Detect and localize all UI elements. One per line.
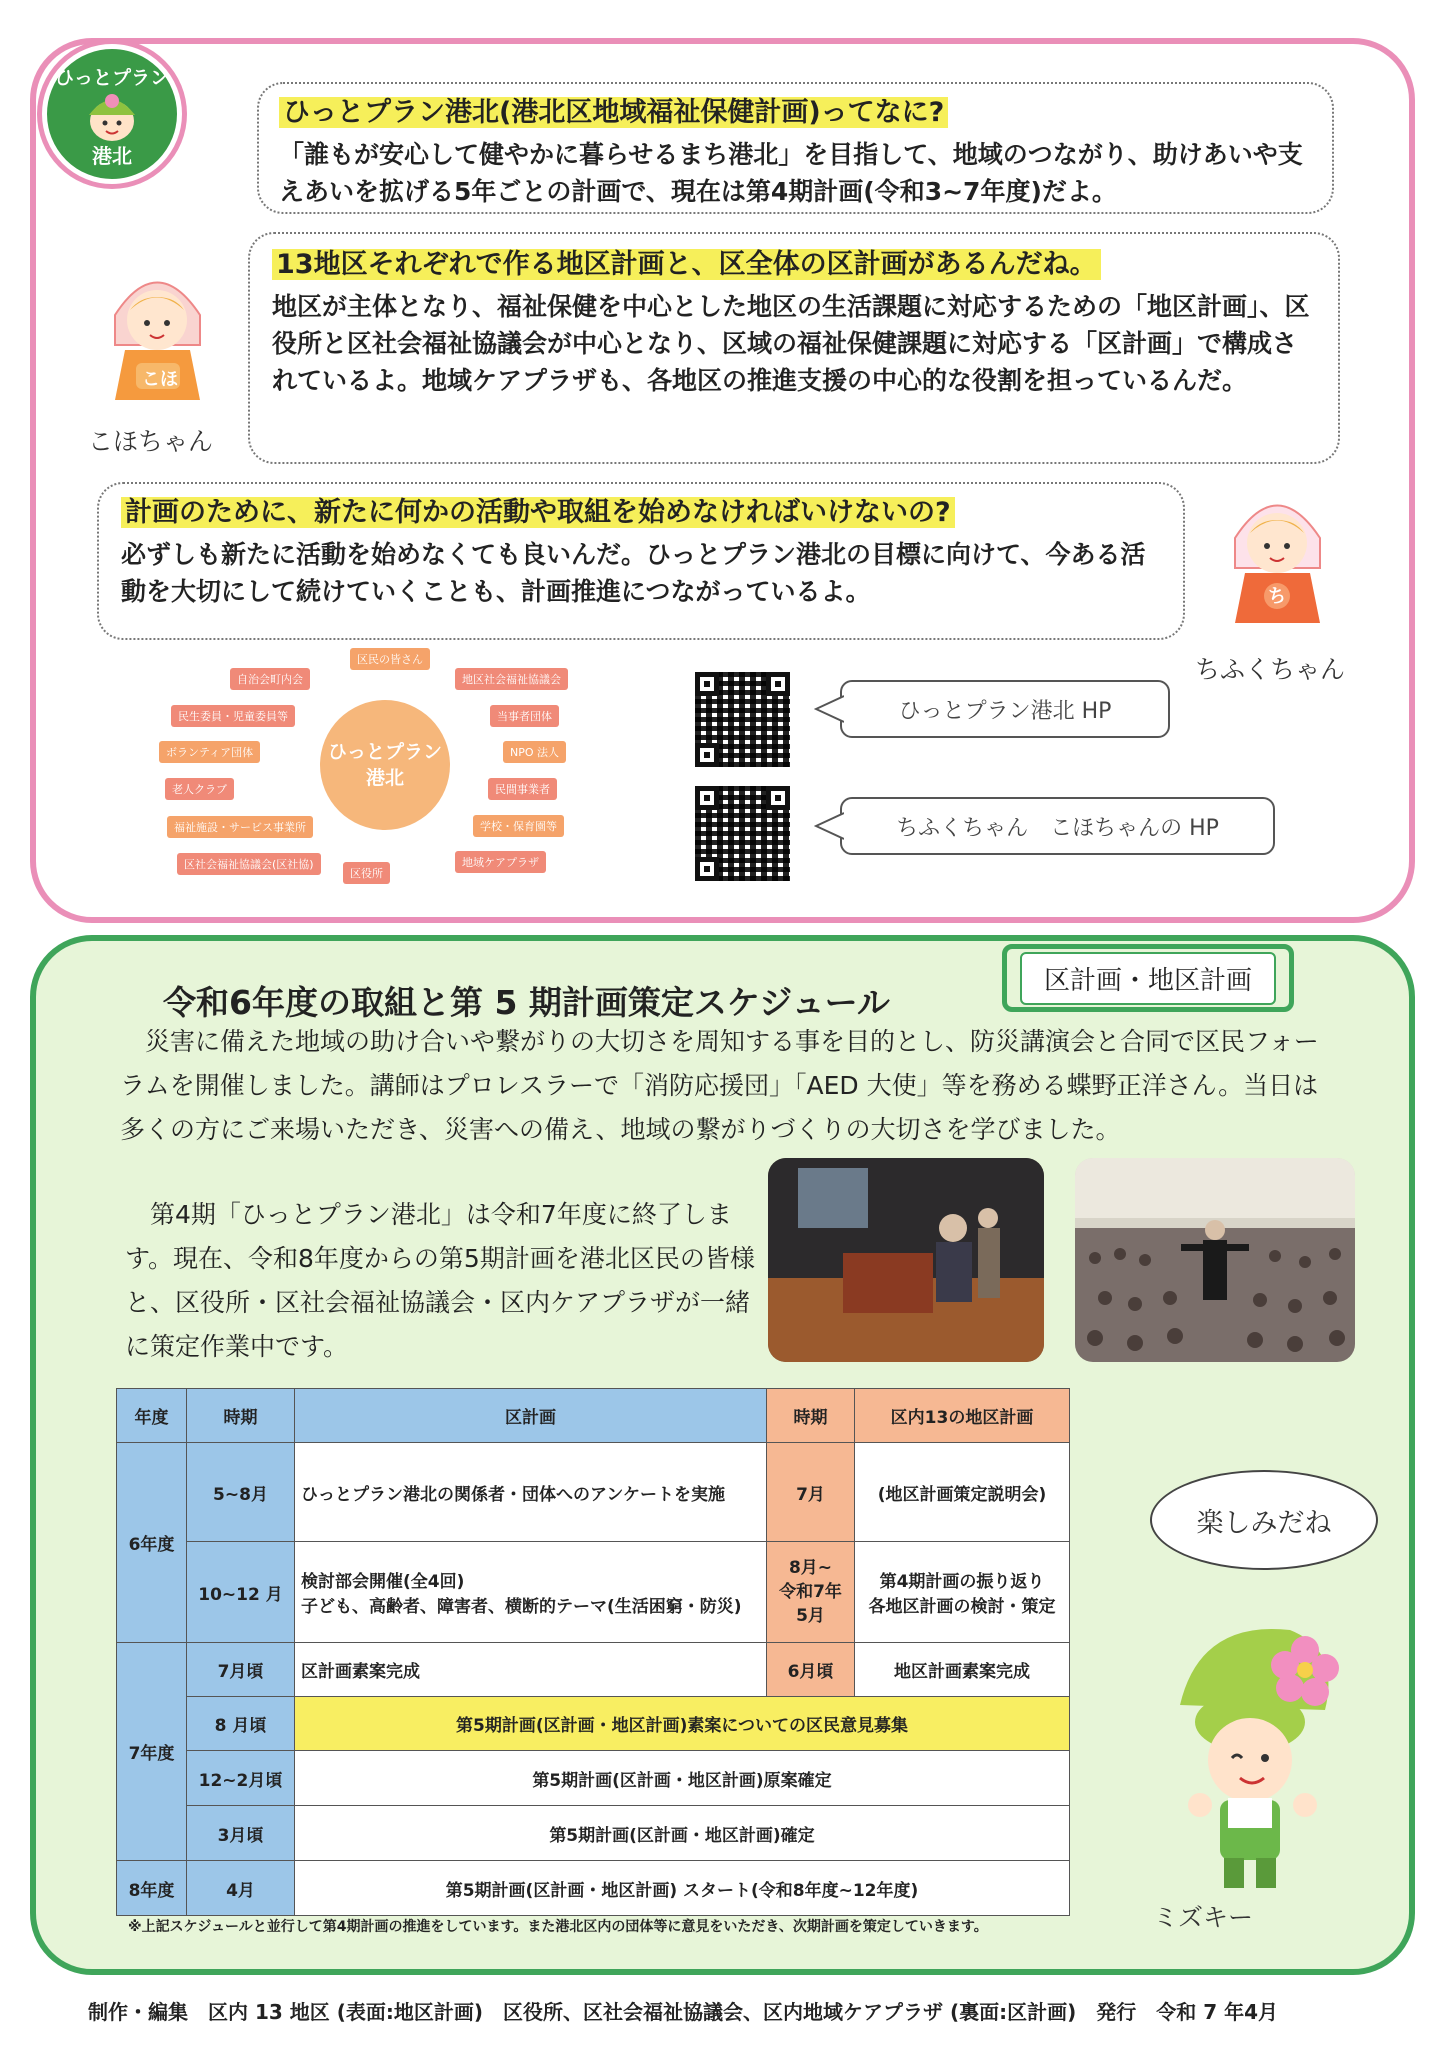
schedule-table <box>116 1388 1070 1916</box>
district-cell-line: 各地区計画の検討・策定 <box>868 1597 1056 1617</box>
qr-code-characters[interactable] <box>695 786 790 881</box>
diagram-tag: 民生委員・児童委員等 <box>171 705 295 727</box>
qa-bubble-1 <box>257 82 1334 214</box>
chifuku-badge: ち <box>1268 586 1286 607</box>
diagram-tag: 地域ケアプラザ <box>455 851 546 873</box>
audience-photo <box>1075 1158 1355 1362</box>
period-cell: 7月頃 <box>187 1643 295 1697</box>
hittoplan-hp-link[interactable]: ひっとプラン港北 HP <box>840 680 1170 738</box>
header-period: 時期 <box>187 1389 295 1443</box>
section-tag: 区計画・地区計画 <box>1002 944 1294 1012</box>
year-cell: 6年度 <box>117 1443 187 1643</box>
header-ward-plan: 区計画 <box>295 1389 767 1443</box>
diagram-tag: 区民の皆さん <box>350 648 430 670</box>
district-cell-line: 第4期計画の振り返り <box>879 1572 1045 1592</box>
diagram-tag: 区役所 <box>343 862 390 884</box>
chifuku-name: ちふくちゃん <box>1195 655 1346 684</box>
koho-character <box>100 255 215 409</box>
period2-cell <box>767 1542 855 1643</box>
logo-top-text: ひっとプラン <box>54 67 169 89</box>
diagram-tag: 老人クラブ <box>165 778 234 800</box>
period-cell: 10~12 月 <box>187 1542 295 1643</box>
diagram-center: ひっとプラン港北 <box>320 700 450 830</box>
logo-bottom-text: 港北 <box>92 144 132 168</box>
qa-question-2: 13地区それぞれで作る地区計画と、区全体の区計画があるんだね。 <box>272 249 1101 280</box>
district-cell <box>855 1542 1070 1643</box>
ward-cell <box>295 1542 767 1643</box>
koho-badge: こほ <box>142 369 178 390</box>
qa-answer-1: 「誰もが安心して健やかに暮らせるまち港北」を目指して、地域のつながり、助けあいや支えあいを拡げる5年ごとの計画で、現在は第4期計画(令和3~7年度)だよ。 <box>279 140 1303 206</box>
period2-cell-line: 5月 <box>796 1606 825 1626</box>
lecture-photo <box>768 1158 1044 1362</box>
speech-tail-icon <box>814 811 844 841</box>
qr-code-hittoplan[interactable] <box>695 672 790 767</box>
forum-paragraph: 災害に備えた地域の助け合いや繋がりの大切さを周知する事を目的とし、防災講演会と合同で区民フォーラムを開催しました。講師はプロレスラーで「消防応援団」「AED 大使」等を務める蝶野正洋さん。当日は多くの方にご来場いただき、災害への備え、地域の繋がりづくりの大切さを学びました。 <box>120 1027 1319 1144</box>
schedule-note: ※上記スケジュールと並行して第4期計画の推進をしています。また港北区内の団体等に意見をいただき、次期計画を策定していきます。 <box>128 1919 988 1935</box>
plan-paragraph: 第4期「ひっとプラン港北」は令和7年度に終了します。現在、令和8年度からの第5期計画を港北区民の皆様と、区役所・区社会福祉協議会・区内ケアプラザが一緒に策定作業中です。 <box>125 1200 755 1361</box>
merged-cell: 第5期計画(区計画・地区計画) スタート(令和8年度~12年度) <box>295 1861 1070 1916</box>
period2-cell-line: 8月~ <box>788 1558 833 1578</box>
koho-name: こほちゃん <box>88 427 214 456</box>
qa-question-1: ひっとプラン港北(港北区地域福祉保健計画)ってなに? <box>279 97 948 128</box>
ward-cell: 区計画素案完成 <box>295 1643 767 1697</box>
mizukii-name: ミズキー <box>1153 1903 1254 1932</box>
qa-answer-2: 地区が主体となり、福祉保健を中心とした地区の生活課題に対応するための「地区計画」、区役所と区社会福祉協議会が中心となり、区域の福祉保健課題に対応する「区計画」で構成されているよ。地域ケアプラザも、各地区の推進支援の中心的な役割を担っているんだ。 <box>272 292 1310 395</box>
period-cell: 3月頃 <box>187 1806 295 1861</box>
characters-hp-link[interactable]: ちふくちゃん こほちゃんの HP <box>840 797 1275 855</box>
qa-answer-3: 必ずしも新たに活動を始めなくても良いんだ。ひっとプラン港北の目標に向けて、今ある活動を大切にして続けていくことも、計画推進につながっているよ。 <box>121 540 1146 606</box>
diagram-tag: ボランティア団体 <box>159 741 260 763</box>
speech-bubble: 楽しみだね <box>1150 1470 1378 1570</box>
ward-cell-line: 子ども、高齢者、障害者、横断的テーマ(生活困窮・防災) <box>301 1597 742 1617</box>
diagram-tag: 自治会町内会 <box>230 668 310 690</box>
diagram-tag: NPO 法人 <box>503 741 566 763</box>
diagram-tag: 学校・保育園等 <box>473 815 564 837</box>
ward-cell: ひっとプラン港北の関係者・団体へのアンケートを実施 <box>295 1443 767 1542</box>
diagram-tag: 福祉施設・サービス事業所 <box>167 816 313 838</box>
period-cell: 5~8月 <box>187 1443 295 1542</box>
mizukii-character <box>1140 1610 1360 1904</box>
hittoplan-logo <box>42 44 182 184</box>
section-title: 令和6年度の取組と第 5 期計画策定スケジュール <box>163 983 890 1022</box>
diagram-tag: 地区社会福祉協議会 <box>455 668 568 690</box>
period2-cell: 7月 <box>767 1443 855 1542</box>
merged-cell: 第5期計画(区計画・地区計画)素案についての区民意見募集 <box>295 1697 1070 1751</box>
merged-cell: 第5期計画(区計画・地区計画)原案確定 <box>295 1751 1070 1806</box>
period-cell: 8 月頃 <box>187 1697 295 1751</box>
chifuku-character <box>1220 478 1335 632</box>
qa-bubble-3 <box>97 482 1185 640</box>
publication-footer: 制作・編集 区内 13 地区 (表面:地区計画) 区役所、区社会福祉協議会、区内地域ケアプラザ (裏面:区計画) 発行 令和 7 年4月 <box>88 2000 1278 2024</box>
speech-tail-icon <box>814 694 844 724</box>
period2-cell-line: 令和7年 <box>779 1582 842 1602</box>
diagram-tag: 当事者団体 <box>490 705 559 727</box>
qa-bubble-2 <box>248 232 1340 464</box>
period-cell: 4月 <box>187 1861 295 1916</box>
ward-cell-line: 検討部会開催(全4回) <box>301 1572 465 1592</box>
diagram-tag: 区社会福祉協議会(区社協) <box>177 853 321 875</box>
merged-cell: 第5期計画(区計画・地区計画)確定 <box>295 1806 1070 1861</box>
diagram-tag: 民間事業者 <box>488 778 557 800</box>
qa-question-3: 計画のために、新たに何かの活動や取組を始めなければいけないの? <box>121 497 955 528</box>
header-period-2: 時期 <box>767 1389 855 1443</box>
hittoplan-network-diagram <box>155 648 595 888</box>
year-cell: 8年度 <box>117 1861 187 1916</box>
period-cell: 12~2月頃 <box>187 1751 295 1806</box>
district-cell: (地区計画策定説明会) <box>855 1443 1070 1542</box>
period2-cell: 6月頃 <box>767 1643 855 1697</box>
year-cell: 7年度 <box>117 1643 187 1861</box>
header-district-plan: 区内13の地区計画 <box>855 1389 1070 1443</box>
district-cell: 地区計画素案完成 <box>855 1643 1070 1697</box>
header-year: 年度 <box>117 1389 187 1443</box>
